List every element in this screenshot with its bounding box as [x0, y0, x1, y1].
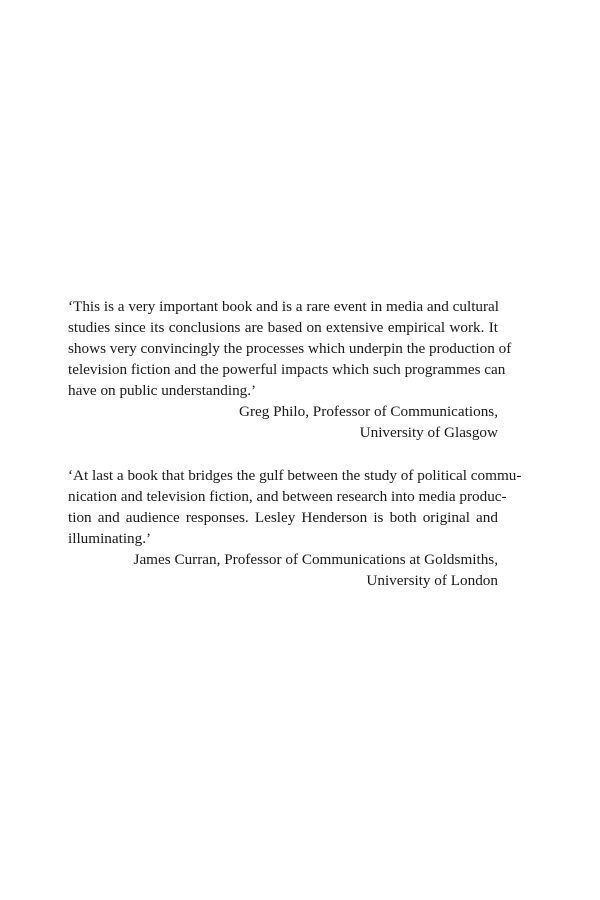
attribution-line: James Curran, Professor of Communications at Goldsmiths, — [133, 551, 498, 568]
quote-line: ‘At last a book that bridges the gulf between the study of political commu- — [68, 467, 522, 484]
endorsement-philo — [68, 296, 512, 443]
endorsement-quote — [68, 296, 512, 401]
endorsement-attribution — [68, 401, 498, 443]
attribution-line: University of London — [366, 572, 498, 589]
quote-line: television fiction and the powerful impacts which such programmes can — [68, 361, 506, 378]
quote-line: have on public understanding.’ — [68, 382, 257, 399]
attribution-line: University of Glasgow — [359, 424, 498, 441]
quote-line: shows very convincingly the processes which underpin the production of — [68, 340, 512, 357]
quote-line: tion and audience responses. Lesley Henderson is both original and — [68, 509, 498, 526]
quote-line: studies since its conclusions are based on extensive empirical work. It — [68, 319, 498, 336]
quote-line: ‘This is a very important book and is a rare event in media and cultural — [68, 298, 500, 315]
attribution-line: Greg Philo, Professor of Communications, — [238, 403, 498, 420]
endorsements-page — [68, 296, 522, 613]
endorsement-quote — [68, 465, 522, 549]
endorsement-attribution — [68, 549, 498, 591]
quote-line: nication and television fiction, and between research into media produc- — [68, 488, 507, 505]
quote-line: illuminating.’ — [68, 530, 152, 547]
endorsement-curran — [68, 465, 522, 591]
